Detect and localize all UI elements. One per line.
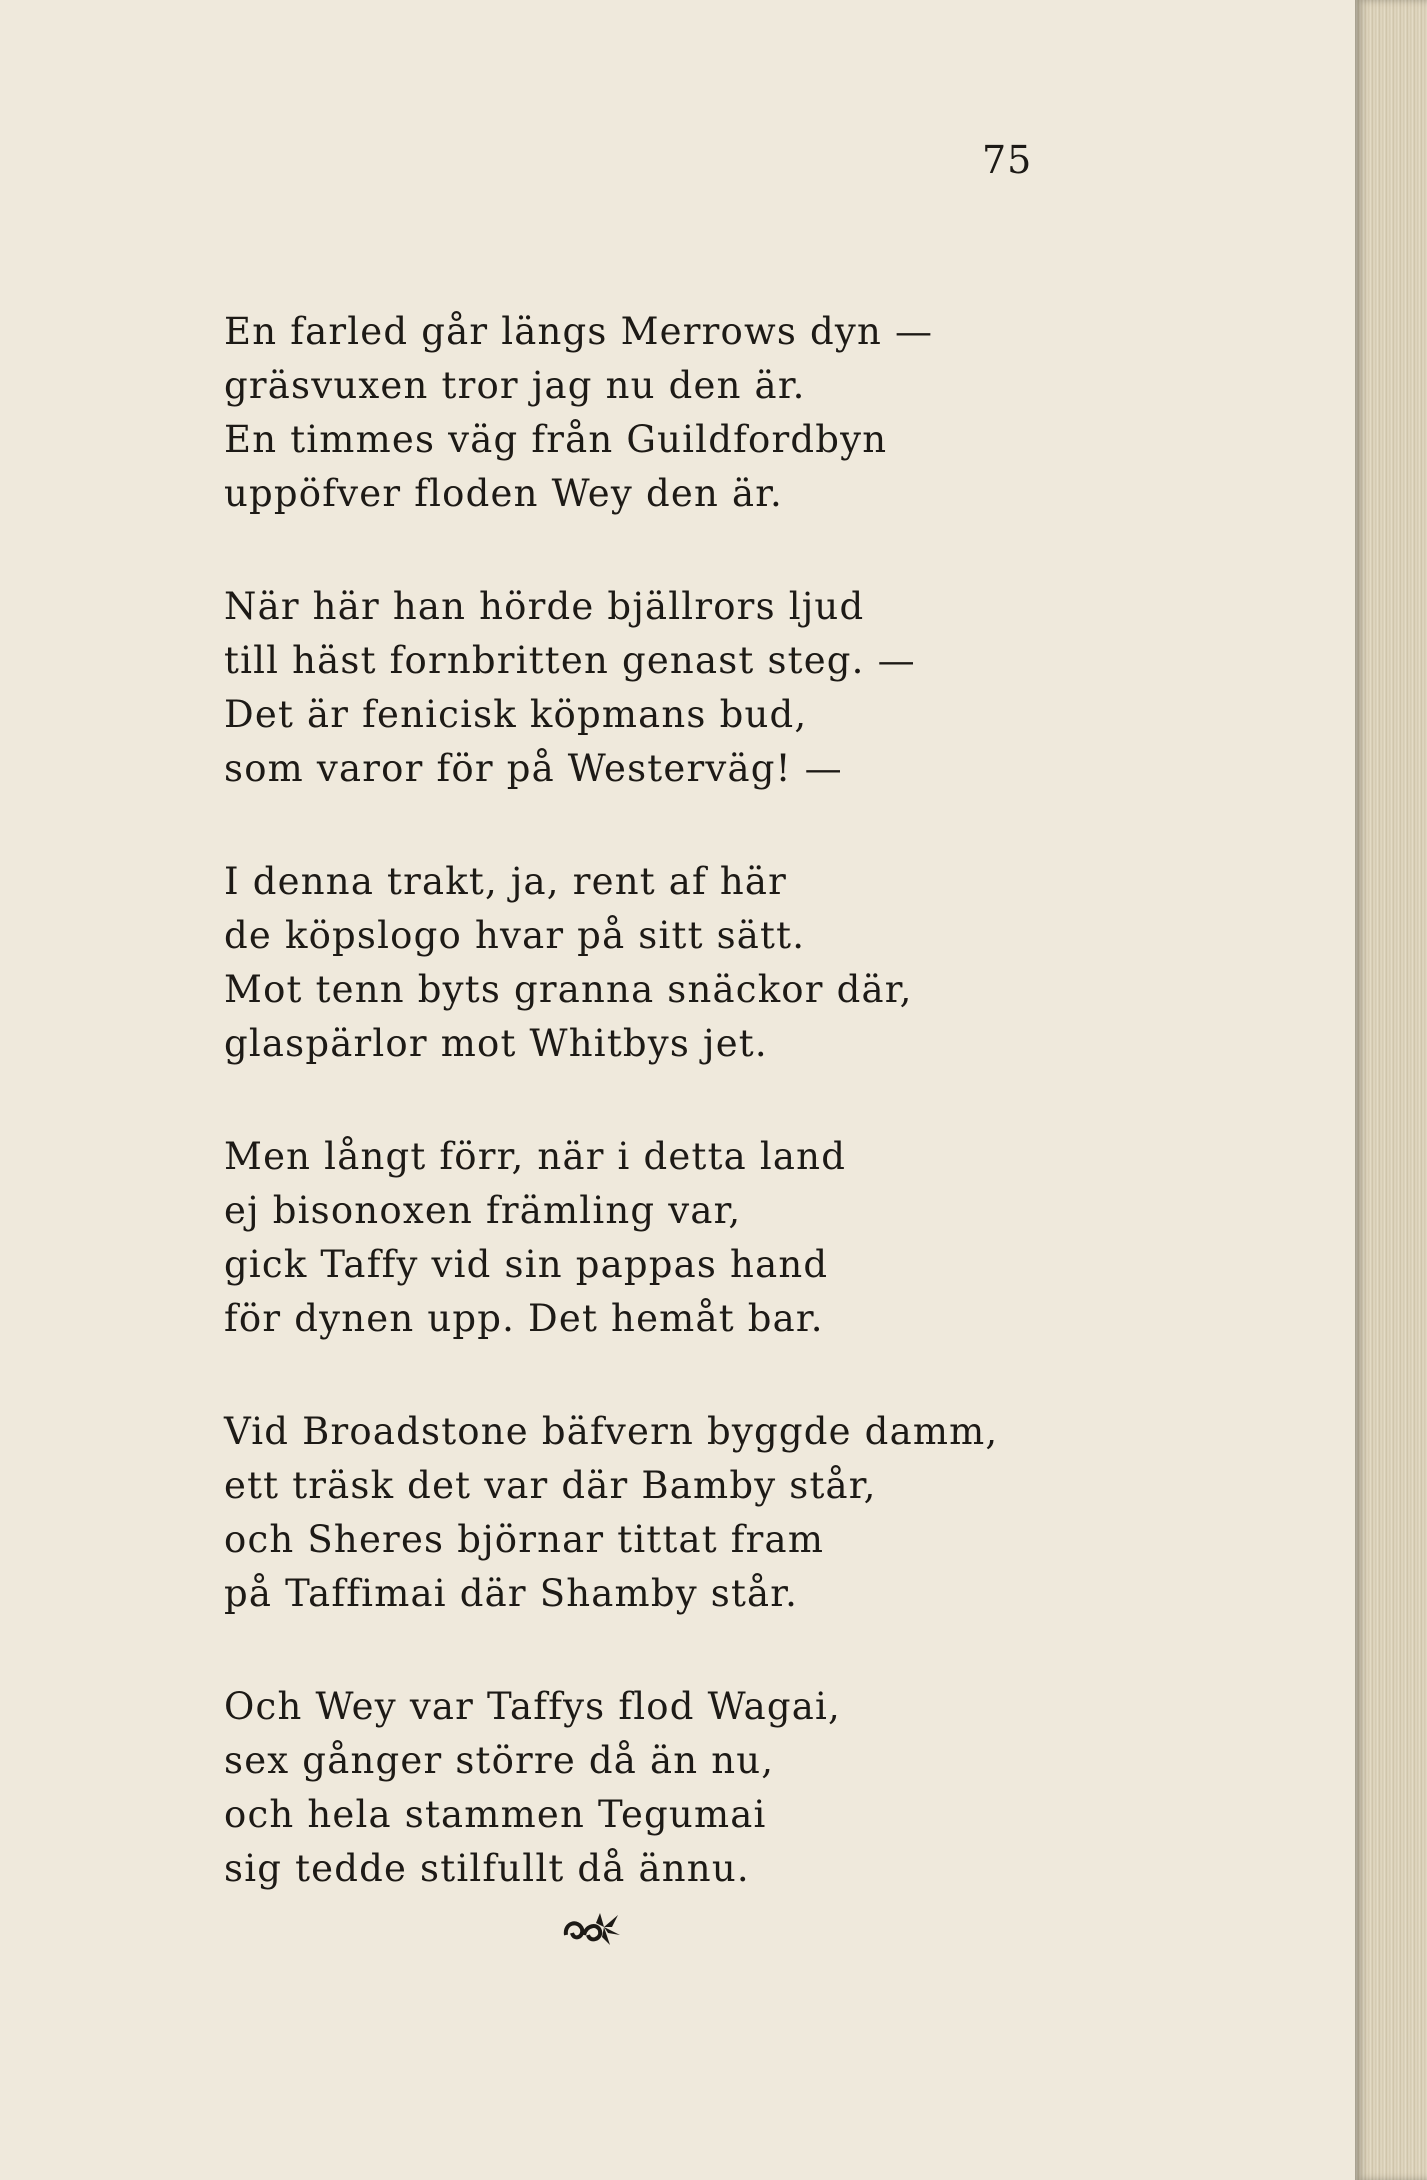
stanza-3 bbox=[224, 855, 1224, 1071]
stanza-1 bbox=[224, 305, 1224, 521]
stanza-5 bbox=[224, 1405, 1224, 1621]
poem-line: Och Wey var Taffys flod Wagai, bbox=[224, 1685, 841, 1728]
poem-line: gick Taffy vid sin pappas hand bbox=[224, 1243, 829, 1286]
poem-line: och Sheres björnar tittat fram bbox=[224, 1518, 825, 1561]
poem-line: sex gånger större då än nu, bbox=[224, 1739, 775, 1782]
poem-line: de köpslogo hvar på sitt sätt. bbox=[224, 914, 806, 957]
stanza-4 bbox=[224, 1130, 1224, 1346]
poem-line: Det är fenicisk köpmans bud, bbox=[224, 693, 808, 736]
poem-line: Vid Broadstone bäfvern byggde damm, bbox=[224, 1410, 999, 1453]
poem-line: I denna trakt, ja, rent af här bbox=[224, 860, 788, 903]
poem-line: En farled går längs Merrows dyn — bbox=[224, 310, 934, 353]
stanza-6 bbox=[224, 1680, 1224, 1896]
poem-line: En timmes väg från Guildfordbyn bbox=[224, 418, 888, 461]
poem-line: uppöfver floden Wey den är. bbox=[224, 472, 783, 515]
page-number: 75 bbox=[982, 138, 1033, 182]
poem-line: glaspärlor mot Whitbys jet. bbox=[224, 1022, 768, 1065]
poem-line: Men långt förr, när i detta land bbox=[224, 1135, 847, 1178]
stanza-2 bbox=[224, 580, 1224, 796]
poem-line: och hela stammen Tegumai bbox=[224, 1793, 767, 1836]
poem-line: Mot tenn byts granna snäckor där, bbox=[224, 968, 913, 1011]
fleuron-icon bbox=[560, 1905, 624, 1949]
poem-line: gräsvuxen tror jag nu den är. bbox=[224, 364, 806, 407]
poem-line: för dynen upp. Det hemåt bar. bbox=[224, 1297, 824, 1340]
poem-line: på Taffimai där Shamby står. bbox=[224, 1572, 799, 1615]
poem-line: som varor för på Westerväg! — bbox=[224, 747, 843, 790]
poem-line: till häst fornbritten genast steg. — bbox=[224, 639, 916, 682]
poem-line: När här han hörde bjällrors ljud bbox=[224, 585, 865, 628]
poem bbox=[224, 305, 1224, 1955]
poem-line: ej bisonoxen främling var, bbox=[224, 1189, 742, 1232]
poem-line: ett träsk det var där Bamby står, bbox=[224, 1464, 877, 1507]
poem-line: sig tedde stilfullt då ännu. bbox=[224, 1847, 750, 1890]
page-edge bbox=[1355, 0, 1427, 2180]
